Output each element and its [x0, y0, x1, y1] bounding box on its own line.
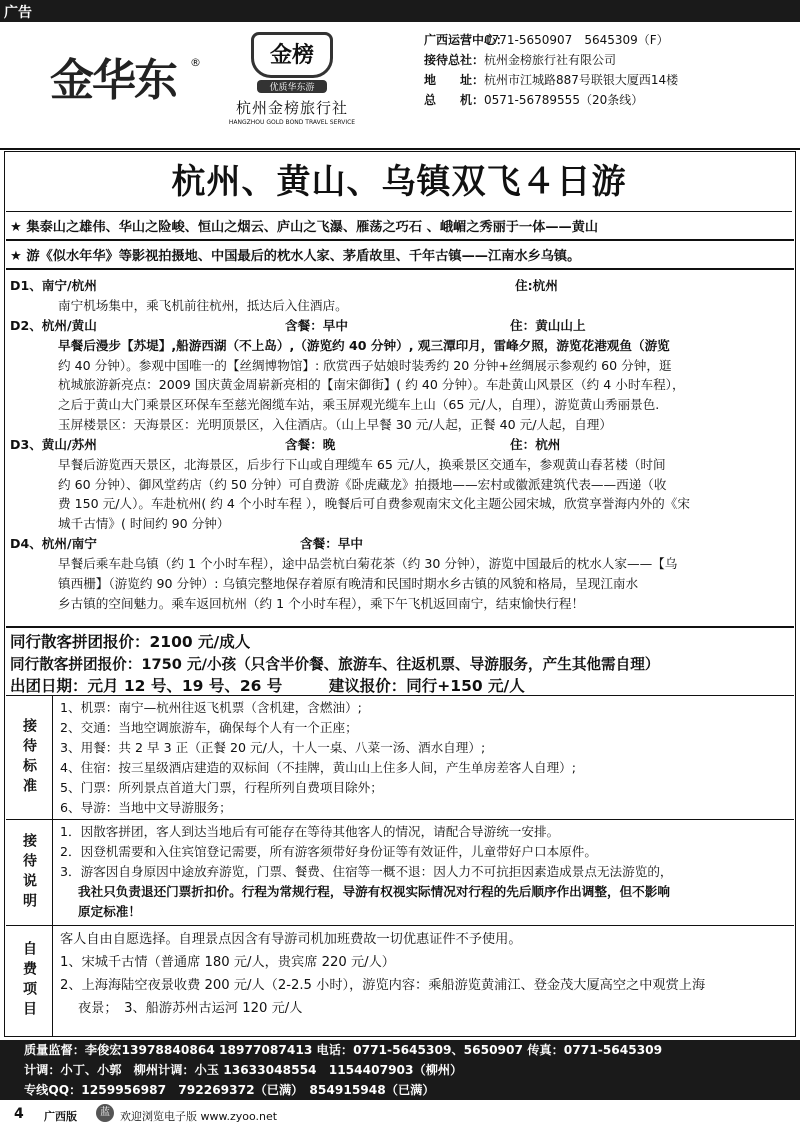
footer-contact-bar: [0, 1040, 800, 1100]
registered-mark: ®: [190, 56, 201, 69]
day-description: 城千古情》( 时间约 90 分钟）: [58, 516, 230, 532]
divider: [6, 268, 794, 270]
contact-info: [424, 30, 794, 110]
highlight-line: ★ 集泰山之雄伟、华山之险峻、恒山之烟云、庐山之飞瀑、雁荡之巧石 、峨嵋之秀丽于一体——黄山: [10, 220, 599, 235]
footer-line: 质量监督：李俊宏13978840864 18977087413 电话：0771-5645309、5650907 传真：0771-5645309: [24, 1043, 663, 1057]
ad-label: 广告: [4, 5, 32, 21]
list-item: 2、交通：当地空调旅游车，确保每个人有一个正座；: [60, 720, 358, 735]
day-description: 乡古镇的空间魅力。乘车返回杭州（约 1 个小时车程），乘下午飞机返回南宁，结束愉快行程！: [58, 595, 585, 611]
day-description: 约 40 分钟）。参观中国唯一的【丝绸博物馆】: 欣赏西子姑娘时装秀约 20 分钟+丝绸展示参观约 60 分钟，逛: [58, 357, 672, 373]
brand-logo-jinhuadong: [40, 38, 200, 108]
list-item: 夜景； 3、船游苏州古运河 120 元/人: [78, 1001, 303, 1016]
footer-line: 专线QQ：1259956987 792269372（已满） 854915948（已满）: [24, 1083, 435, 1097]
day-description: 费 150 元/人）。车赴杭州( 约 4 个小时车程 ），晚餐后可自费参观南宋文化主题公园宋城，欣赏享誉海内外的《宋: [58, 496, 690, 512]
website-link[interactable]: 欢迎浏览电子版 www.zyoo.net: [120, 1110, 278, 1123]
price-adult: 同行散客拼团报价：2100 元/成人: [10, 633, 251, 651]
day-header: D3、黄山/苏州 含餐：晚 住：杭州: [10, 436, 561, 452]
day-description: 杭城旅游新亮点：2009 国庆黄金周崭新亮相的【南宋御街】( 约 40 分钟）。车赴黄山风景区（约 4 小时车程），: [58, 377, 685, 393]
edition-label: 广西版: [44, 1110, 77, 1123]
contact-row: 接待总社：杭州金榜旅行社有限公司: [424, 53, 617, 67]
optional-items-section: [6, 925, 794, 1036]
day-description: 约 60 分钟）、御风堂药店（约 50 分钟）可自费游《卧虎藏龙》拍摄地——宏村或徽派建筑代表——西递（收: [58, 476, 667, 492]
list-item: 1、机票：南宁—杭州往返飞机票（含机建，含燃油）;: [60, 700, 362, 715]
site-logo-icon: 蓝: [96, 1104, 114, 1122]
page-title: 杭州、黄山、乌镇双飞４日游: [6, 153, 792, 212]
list-item: 3．游客因自身原因中途放弃游览，门票、餐费、住宿等一概不退：因人力不可抗拒因素造成景点无法游览的，: [60, 864, 673, 879]
list-item: 1．因散客拼团，客人到达当地后有可能存在等待其他客人的情况，请配合导游统一安排。: [60, 824, 560, 839]
day-description: 玉屏楼景区：天海景区：光明顶景区，入住酒店。（山上早餐 30 元/人起，正餐 40 元/人起，自理）: [58, 416, 612, 432]
day-description: 镇西栅】（游览约 90 分钟）: 乌镇完整地保存着原有晚清和民国时期水乡古镇的风貌和格局，呈现江南水: [58, 575, 639, 591]
brand1-text: 金华东: [50, 55, 176, 106]
ad-bar: [0, 0, 800, 22]
list-item: 5、门票：所列景点首道大门票，行程所列自费项目除外；: [60, 780, 383, 795]
list-item: 2．因登机需要和入住宾馆登记需要，所有游客须带好身份证等有效证件，儿童带好户口本原件。: [60, 844, 597, 859]
brand-logo-jinbang: [222, 32, 362, 126]
day-header: D4、杭州/南宁 含餐：早中: [10, 535, 363, 551]
day-description: 早餐后漫步【苏堤】,船游西湖（不上岛）,（游览约 40 分钟）, 观三潭印月，雷峰夕照，游览花港观鱼（游览: [58, 337, 670, 353]
day-description: 之后于黄山大门乘景区环保车至慈光阁缆车站，乘玉屏观光缆车上山（65 元/人，自理），游览黄山秀丽景色.: [58, 397, 660, 413]
divider: [6, 626, 794, 628]
list-item: 3、用餐：共 2 早 3 正（正餐 20 元/人，十人一桌、八菜一汤、酒水自理）;: [60, 740, 486, 755]
contact-row: 总 机：0571-56789555（20条线）: [424, 93, 644, 107]
list-item: 6、导游：当地中文导游服务；: [60, 800, 232, 815]
brand2-english-name: HANGZHOU GOLD BOND TRAVEL SERVICE: [228, 119, 356, 126]
day-header: D2、杭州/黄山 含餐：早中 住：黄山山上: [10, 317, 586, 333]
brand2-slogan: 优质华东游: [257, 80, 327, 93]
departure-dates: 出团日期：元月 12 号、19 号、26 号 建议报价：同行+150 元/人: [10, 677, 525, 695]
itinerary: [10, 276, 790, 613]
section-label: 接待说明: [6, 820, 53, 926]
section-label: 接待标准: [6, 696, 53, 820]
day-description: 南宁机场集中，乘飞机前往杭州，抵达后入住酒店。: [58, 298, 348, 313]
section-label: 自费项目: [6, 926, 53, 1036]
divider: [6, 239, 794, 241]
footer-line: 计调：小丁、小郭 柳州计调：小玉 13633048554 1154407903（柳州）: [24, 1063, 463, 1077]
list-item: 1、宋城千古情（普通席 180 元/人，贵宾席 220 元/人）: [60, 955, 395, 970]
contact-row: 广西运营中心：0771-5650907 5645309（F）: [424, 33, 669, 47]
page-number: 4: [14, 1106, 24, 1122]
reception-notes-section: [6, 819, 794, 926]
page-footer: [0, 1102, 800, 1126]
contact-row: 地 址：杭州市江城路887号联银大厦西14楼: [424, 73, 679, 87]
day-description: 早餐后游览西天景区，北海景区，后步行下山或自理缆车 65 元/人，换乘景区交通车，参观黄山春茗楼（时间: [58, 456, 666, 472]
highlight-line: ★ 游《似水年华》等影视拍摄地、中国最后的枕水人家、茅盾故里、千年古镇——江南水乡乌镇。: [10, 249, 581, 264]
list-item: 原定标准！: [78, 904, 141, 919]
day-description: 早餐后乘车赴乌镇（约 1 个小时车程），途中品尝杭白菊花茶（约 30 分钟），游览中国最后的枕水人家——【乌: [58, 555, 678, 571]
list-item: 2、上海海陆空夜景收费 200 元/人（2-2.5 小时），游览内容：乘船游览黄浦江、登金茂大厦高空之中观赏上海: [60, 978, 706, 993]
header-divider: [0, 148, 800, 150]
list-item: 4、住宿：按三星级酒店建造的双标间（不挂牌，黄山山上住多人间，产生单房差客人自理）;: [60, 760, 577, 775]
brand2-name: 杭州金榜旅行社: [235, 99, 348, 117]
list-item: 我社只负责退还门票折扣价。行程为常规行程，导游有权视实际情况对行程的先后顺序作出调整，但不影响: [78, 884, 670, 899]
list-item: 客人自由自愿选择。自理景点因含有导游司机加班费故一切优惠证件不予使用。: [60, 932, 522, 947]
price-child: 同行散客拼团报价：1750 元/小孩（只含半价餐、旅游车、往返机票、导游服务，产生其他需自理）: [10, 656, 660, 673]
reception-standard-section: [6, 695, 794, 820]
brand2-seal: 金榜: [251, 32, 333, 78]
day-header: D1、南宁/杭州 住:杭州: [10, 278, 558, 293]
